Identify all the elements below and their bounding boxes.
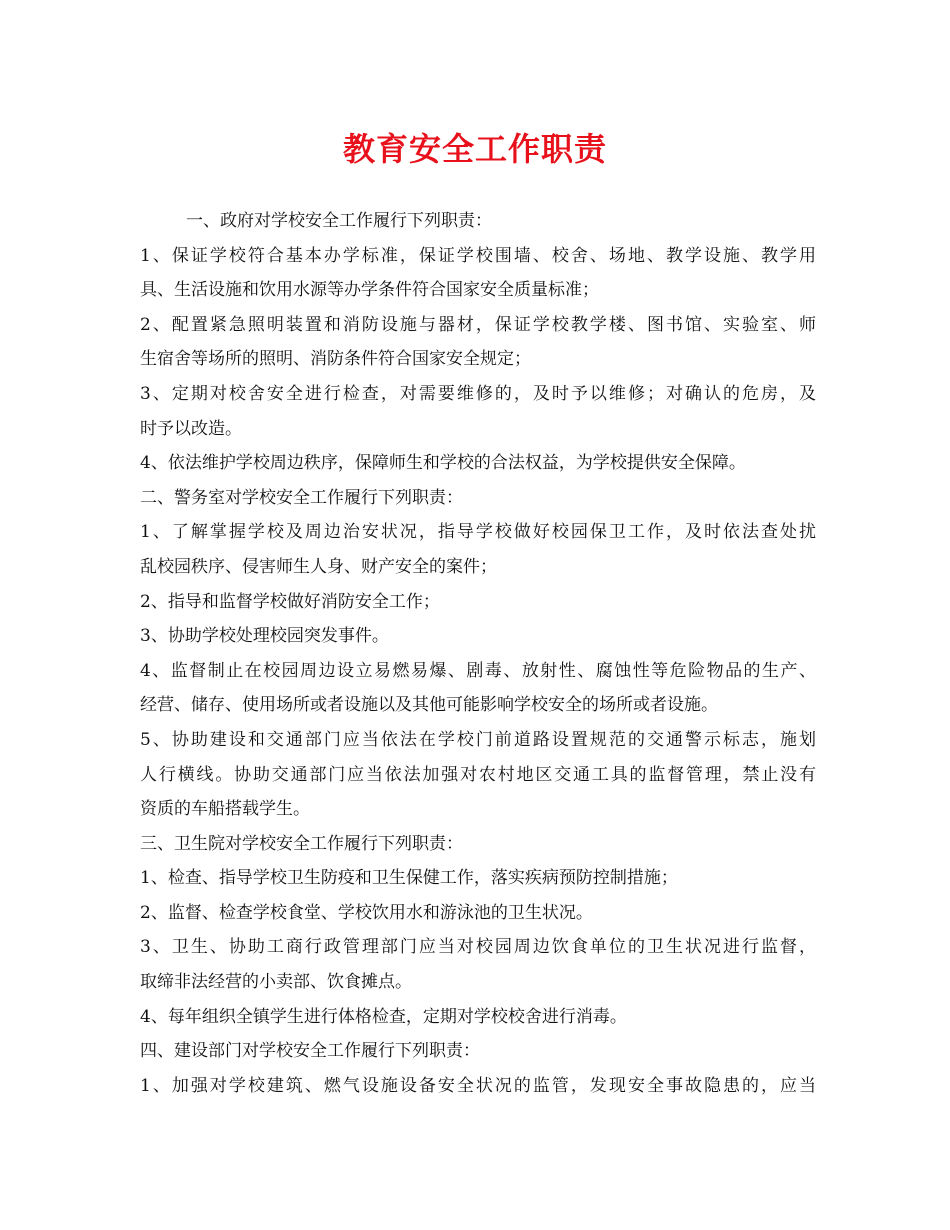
paragraph-line: 乱校园秩序、侵害师生人身、财产安全的案件； (140, 556, 497, 577)
paragraph-line: 取缔非法经营的小卖部、饮食摊点。 (140, 972, 412, 993)
paragraph-line: 时予以改造。 (140, 418, 242, 439)
paragraph-line: 2、监督、检查学校食堂、学校饮用水和游泳池的卫生状况。 (140, 902, 593, 923)
paragraph-line: 人行横线。协助交通部门应当依法加强对农村地区交通工具的监督管理，禁止没有 (140, 764, 816, 785)
paragraph-line: 3、协助学校处理校园突发事件。 (140, 626, 389, 647)
paragraph-line: 2、指导和监督学校做好消防安全工作； (140, 591, 440, 612)
paragraph-line: 3、卫生、协助工商行政管理部门应当对校园周边饮食单位的卫生状况进行监督， (140, 937, 816, 958)
section-heading-4: 四、建设部门对学校安全工作履行下列职责： (140, 1041, 480, 1062)
document-body (140, 204, 816, 1103)
paragraph-line: 4、每年组织全镇学生进行体格检查，定期对学校校舍进行消毒。 (140, 1006, 627, 1027)
paragraph-line: 具、生活设施和饮用水源等办学条件符合国家安全质量标准； (140, 280, 599, 301)
section-heading-3: 三、卫生院对学校安全工作履行下列职责： (140, 833, 463, 854)
section-heading-2: 二、警务室对学校安全工作履行下列职责： (140, 487, 463, 508)
paragraph-line: 5、协助建设和交通部门应当依法在学校门前道路设置规范的交通警示标志，施划 (140, 729, 816, 750)
paragraph-line: 1、检查、指导学校卫生防疫和卫生保健工作，落实疾病预防控制措施； (140, 868, 678, 889)
paragraph-line: 1、了解掌握学校及周边治安状况，指导学校做好校园保卫工作，及时依法查处扰 (140, 522, 816, 543)
paragraph-line: 经营、储存、使用场所或者设施以及其他可能影响学校安全的场所或者设施。 (140, 695, 718, 716)
paragraph-line: 2、配置紧急照明装置和消防设施与器材，保证学校教学楼、图书馆、实验室、师 (140, 314, 816, 335)
paragraph-line: 3、定期对校舍安全进行检查，对需要维修的，及时予以维修；对确认的危房，及 (140, 383, 816, 404)
paragraph-line: 4、监督制止在校园周边设立易燃易爆、剧毒、放射性、腐蚀性等危险物品的生产、 (140, 660, 816, 681)
document-title: 教育安全工作职责 (342, 130, 607, 168)
paragraph-line: 资质的车船搭载学生。 (140, 799, 310, 820)
paragraph-line: 生宿舍等场所的照明、消防条件符合国家安全规定； (140, 349, 531, 370)
paragraph-line: 1、保证学校符合基本办学标准，保证学校围墙、校舍、场地、教学设施、教学用 (140, 245, 816, 266)
paragraph-line: 1、加强对学校建筑、燃气设施设备安全状况的监管，发现安全事故隐患的，应当 (140, 1075, 816, 1096)
section-heading-1: 一、政府对学校安全工作履行下列职责： (186, 211, 492, 231)
paragraph-line: 4、依法维护学校周边秩序，保障师生和学校的合法权益，为学校提供安全保障。 (140, 453, 746, 474)
